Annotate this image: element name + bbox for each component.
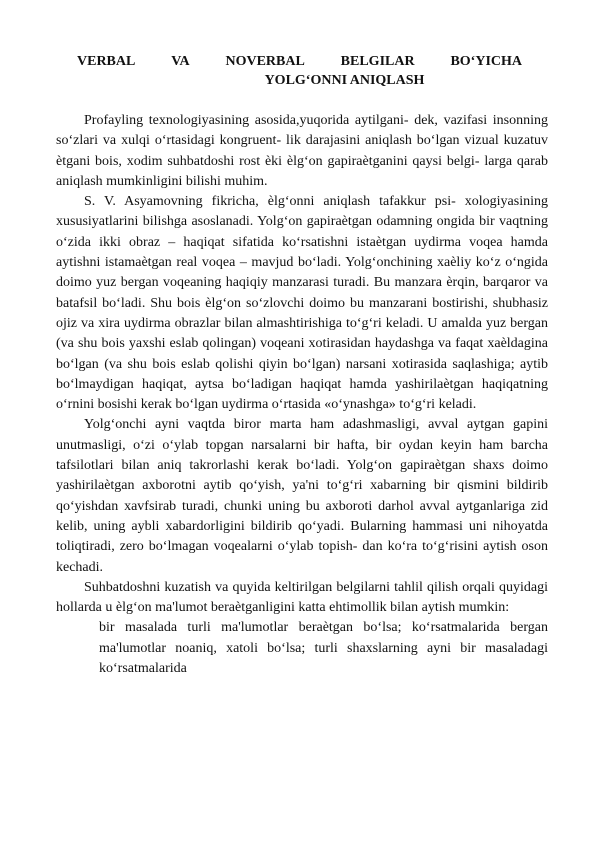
title-word: BELGILAR bbox=[340, 54, 415, 69]
paragraph-4: Suhbatdoshni kuzatish va quyida keltirilgan belgilarni tahlil qilish orqali quyidagi hollarda u èlg‘on ma'lumot beraètganligini katta ehtimollik bilan aytish mumkin: bbox=[56, 579, 548, 616]
list-item: bir masalada turli ma'lumotlar beraètgan bo‘lsa; ko‘rsatmalarida bergan ma'lumotlar noaniq, xatoli bo‘lsa; turli shaxslarning ayni bir masaladagi ko‘rsatmalarida bbox=[99, 620, 548, 677]
document-title bbox=[56, 52, 548, 90]
paragraph-1: Profayling texnologiyasining asosida,yuqorida aytilgani- dek, vazifasi insonning so‘zlari va xulqi o‘rtasidagi kongruent- lik darajasini aniqlash bo‘lgan vizual kuzatuv ètgani bois, xodim suhbatdoshi rost èki èlg‘on gapiraètganini qaysi belgi- larga qarab aniqlash mumkinligini bilishi muhim. bbox=[56, 113, 548, 189]
document-page bbox=[56, 52, 548, 679]
title-word: VERBAL bbox=[77, 54, 136, 69]
paragraph-2: S. V. Asyamovning fikricha, èlg‘onni aniqlash tafakkur psi- xologiyasining xususiyatlarini bilishga asoslanadi. Yolg‘on gapiraètgan odamning ongida bir vaqtning o‘zida ikki obraz – haqiqat sifatida ko‘rsatishni istaètgan uydirma voqea hamda aytishni istamaètgan real voqea – mavjud bo‘ladi. Yolg‘onchining xaèliy ko‘z o‘ngida doimo yuz bergan voqeaning haqiqiy manzarasi turadi. Bu manzara èrqin, barqaror va batafsil bo‘ladi. Shu bois èlg‘on so‘zlovchi doimo bu manzarani bostirishi, shubhasiz ojiz va xira uydirma obrazlar bilan almashtirishiga to‘g‘ri keladi. U amalda yuz bergan (va shu bois yaxshi eslab qolingan) voqeani xotirasidan haydashga va faqat xaèldagina bo‘lgan (va shu bois eslab qolishi qiyin bo‘lgan) narsani xotirasida saqlashiga; aytib bo‘lmaydigan haqiqat, aytsa bo‘ladigan haqiqat hamda yashirilaètgan haqiqatning o‘rnini bosishi kerak bo‘lgan uydirma o‘rtasida «o‘ynashga» to‘g‘ri keladi. bbox=[56, 194, 548, 413]
paragraph-3: Yolg‘onchi ayni vaqtda biror marta ham adashmasligi, avval aytgan gapini unutmasligi, o‘zi o‘ylab topgan narsalarni bir hafta, bir oydan keyin ham barcha tafsilotlari bilan aniq takrorlashi kerak bo‘ladi. Yolg‘on gapiraètgan shaxs doimo yashirilaètgan axborotni aytib qo‘yish, ya'ni to‘g‘ri xabarning bir qismini bildirib qo‘yishdan xavfsirab turadi, chunki uning bu axboroti darhol avval aytganlariga zid kelib, uning aybli xabardorligini bildirib qo‘yadi. Bularning hammasi uni nihoyatda toliqtiradi, zero bo‘lmagan voqealarni o‘ylab topish- dan ko‘ra to‘g‘risini aytish oson kechadi. bbox=[56, 417, 548, 575]
title-line-2: YOLG‘ONNI ANIQLASH bbox=[264, 73, 425, 88]
title-word: NOVERBAL bbox=[225, 54, 305, 69]
title-word: BO‘YICHA bbox=[450, 54, 522, 69]
title-word: VA bbox=[171, 54, 190, 69]
title-line-1 bbox=[56, 52, 548, 71]
